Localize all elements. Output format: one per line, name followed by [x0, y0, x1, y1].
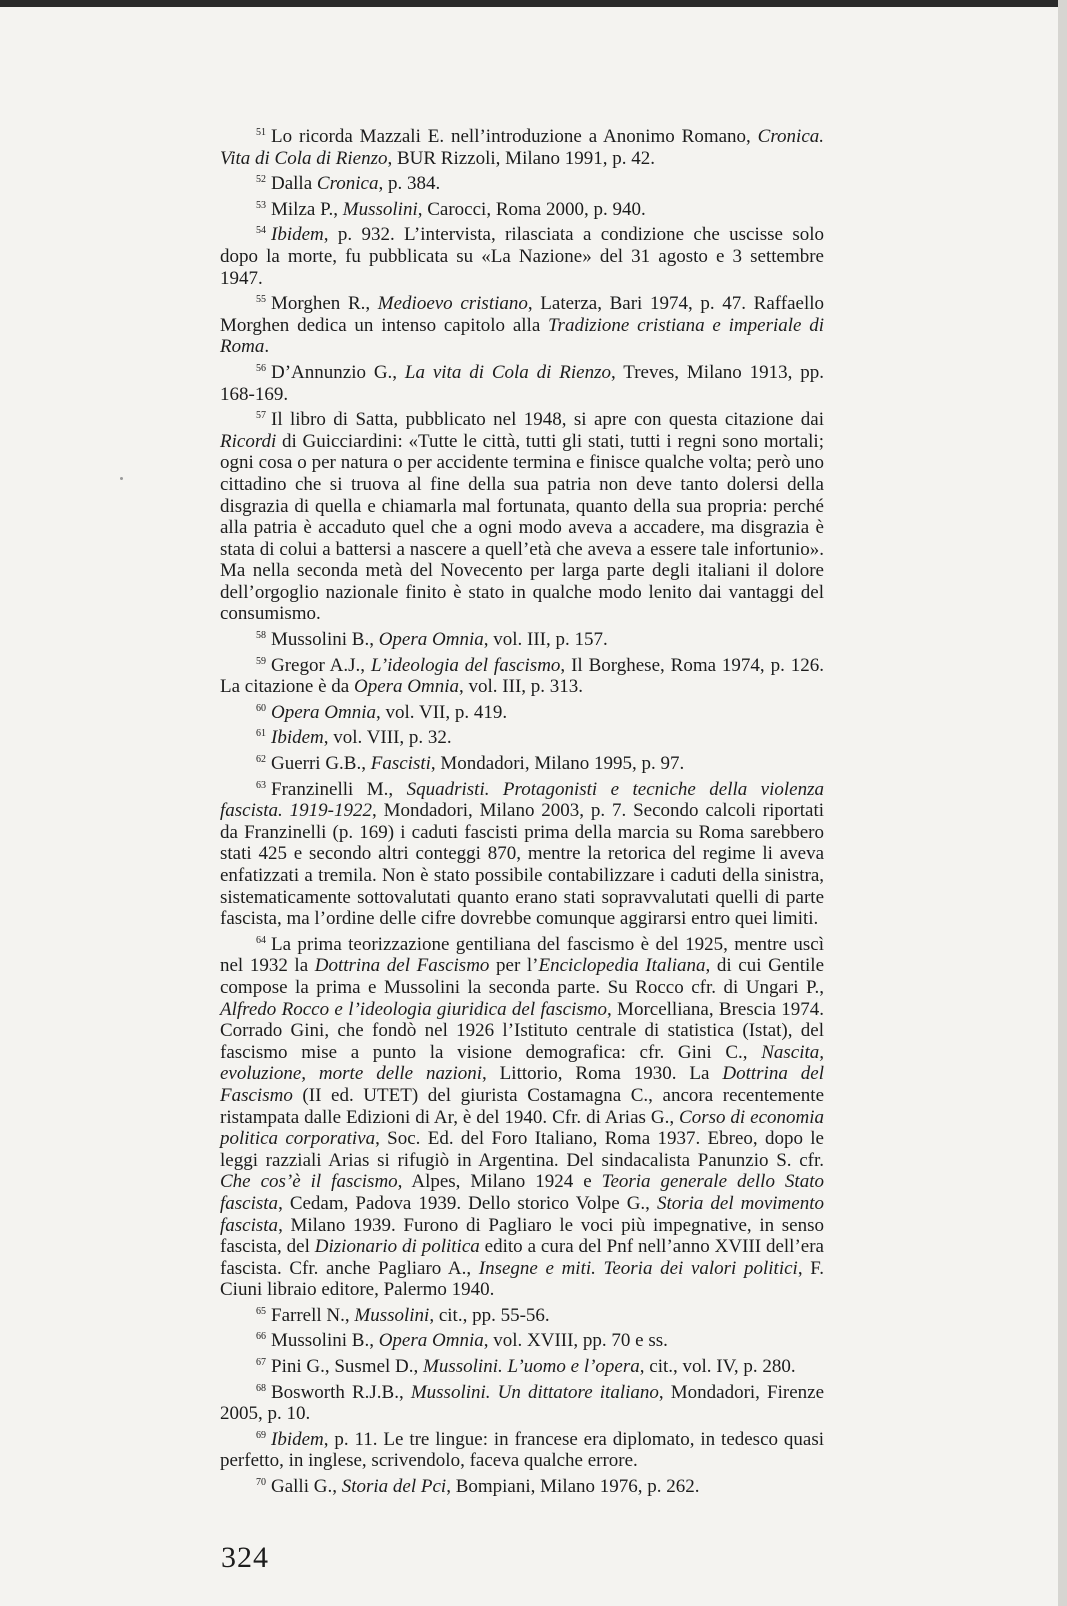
footnote-title: Cronica	[316, 173, 379, 195]
footnote-number: 53	[256, 199, 266, 211]
footnote-title: Opera Omnia	[271, 701, 377, 723]
footnote-title: Opera Omnia	[353, 676, 460, 698]
footnote-59	[220, 651, 824, 698]
footnote-title: Medioevo cristiano	[377, 293, 528, 315]
footnote-text: , Soc. Ed. del Foro Italiano, Roma 1937. Ebreo, dopo le leggi razziali Arias si rifugiò in Argentina. Del sindacalista Panunzio S. cfr.	[220, 1128, 824, 1171]
footnote-title: Fascisti	[370, 753, 431, 775]
footnote-text: Franzinelli M.,	[271, 778, 407, 800]
footnote-title: Mussolini	[354, 1304, 430, 1326]
footnote-text: Pini G., Susmel D.,	[271, 1356, 424, 1378]
footnote-title: Ibidem	[271, 224, 324, 246]
footnote-title: Mussolini	[342, 198, 418, 220]
footnote-title: Dottrina del Fascismo	[314, 955, 490, 977]
footnote-text: , Mondadori, Milano 2003, p. 7. Secondo calcoli riportati da Franzinelli (p. 169) i caduti fascisti prima della marcia su Roma sarebbero stati 425 e secondo altri conteggi 870, mentre la retorica del regime li aveva enfatizzati a tremila. Non è stato possibile contabilizzare i caduti della sinistra, sistematicamente sottovalutati quanto erano stati sopravvalutati quelli di parte fascista, ma l’ordine delle cifre dovrebbe comunque aggirarsi entro quei limiti.	[220, 800, 825, 930]
footnote-number: 66	[256, 1331, 266, 1343]
footnote-text: , Il Borghese, Roma 1974, p. 126. La citazione è da	[220, 654, 824, 698]
footnote-title: Ibidem	[271, 1428, 324, 1450]
footnote-69	[220, 1425, 824, 1472]
footnote-text: , p. 384.	[378, 173, 441, 195]
footnote-51	[220, 122, 824, 169]
footnote-number: 68	[256, 1382, 266, 1394]
footnote-text: , cit., pp. 55-56.	[429, 1304, 550, 1326]
footnote-text: Il libro di Satta, pubblicato nel 1948, si apre con questa citazione dai	[271, 409, 824, 431]
footnote-text: Mussolini B.,	[271, 629, 379, 651]
footnote-title: Squadristi. Protagonisti e tecniche della violenza fascista. 1919-1922	[220, 778, 825, 822]
footnote-text: , cit., vol. IV, p. 280.	[639, 1356, 796, 1378]
footnote-text: Bosworth R.J.B.,	[271, 1381, 411, 1403]
footnote-title: Cronica. Vita di Cola di Rienzo	[220, 126, 824, 169]
footnote-text: , vol. III, p. 157.	[483, 629, 608, 651]
footnote-number: 61	[256, 728, 266, 740]
footnote-title: Enciclopedia Italiana	[538, 955, 706, 977]
footnote-text: Gregor A.J.,	[271, 654, 371, 676]
footnote-title: Alfredo Rocco e l’ideologia giuridica del fascismo	[220, 998, 607, 1020]
footnote-text: , p. 932. L’intervista, rilasciata a condizione che uscisse solo dopo la morte, fu pubblicata su «La Nazione» del 31 agosto e 3 settembre 1947.	[220, 224, 824, 289]
footnote-text: per l’	[489, 955, 539, 977]
footnote-title: Insegne e miti. Teoria dei valori politici	[478, 1257, 798, 1279]
footnote-number: 60	[256, 702, 266, 714]
footnote-title: Storia del movimento fascista	[220, 1192, 824, 1236]
footnote-title: Mussolini. L’uomo e l’opera	[423, 1356, 640, 1378]
footnote-text: , Milano 1939. Furono di Pagliaro le voci più impegnative, in senso fascista, del	[220, 1214, 824, 1258]
footnote-text: Galli G.,	[271, 1476, 342, 1498]
footnote-text: Lo ricorda Mazzali E. nell’introduzione a Anonimo Romano,	[271, 126, 758, 147]
footnote-number: 51	[256, 127, 266, 138]
footnote-text: Farrell N.,	[271, 1304, 355, 1326]
footnote-55	[220, 289, 824, 358]
footnote-text: , vol. XVIII, pp. 70 e ss.	[483, 1330, 668, 1352]
footnote-text: di Guicciardini: «Tutte le città, tutti gli stati, tutti i regni sono mortali; ogni cosa o per natura o per accidente termina e finisce qualche volta; però uno cittadino che si truova al fine della sua patria non deve tanto dolersi della disgrazia di quella e chiamarla mal fortunata, quanto della sua propria: perché alla patria è accaduto quel che a ogni modo aveva a accadere, ma disgrazia è stata di colui a battersi a nascere a quell’età che aveva a essere tale infortunio». Ma nella seconda metà del Novecento per larga parte degli italiani il dolore dell’orgoglio nazionale finito è stato in qualche modo lenito dai vantaggi del consumismo.	[220, 430, 824, 625]
footnote-text: Milza P.,	[271, 198, 343, 220]
page-number: 324	[221, 1541, 269, 1574]
footnote-text: (II ed. UTET) del giurista Costamagna C., ancora recentemente ristampata dalle Edizioni di Ar, è del 1940. Cfr. di Arias G.,	[220, 1084, 824, 1128]
footnote-text: Guerri G.B.,	[271, 753, 371, 775]
footnote-text: La prima teorizzazione gentiliana del fascismo è del 1925, mentre uscì nel 1932 la	[220, 933, 824, 977]
footnote-text: , Bompiani, Milano 1976, p. 262.	[446, 1476, 700, 1498]
footnote-text: Dalla	[271, 173, 317, 195]
footnote-text: D’Annunzio G.,	[271, 361, 405, 383]
footnote-61	[220, 723, 824, 749]
footnote-title: Ricordi	[220, 430, 277, 452]
footnote-53	[220, 195, 824, 221]
footnote-number: 70	[256, 1477, 266, 1489]
footnote-54	[220, 220, 824, 289]
footnote-60	[220, 698, 824, 724]
footnote-number: 62	[256, 754, 266, 766]
footnote-56	[220, 358, 824, 405]
footnote-text: , BUR Rizzoli, Milano 1991, p. 42.	[387, 147, 656, 169]
right-scan-edge	[1058, 0, 1067, 1606]
footnote-text: , Cedam, Padova 1939. Dello storico Volpe G.,	[278, 1192, 657, 1214]
footnote-68	[220, 1378, 824, 1425]
footnote-text: , Treves, Milano 1913, pp. 168-169.	[220, 361, 824, 405]
footnote-number: 58	[256, 630, 266, 642]
footnote-text: , F. Ciuni libraio editore, Palermo 1940.	[220, 1257, 825, 1301]
footnote-text: , Mondadori, Firenze 2005, p. 10.	[220, 1381, 825, 1425]
footnote-title: Storia del Pci	[341, 1476, 447, 1498]
footnote-number: 59	[256, 655, 266, 667]
footnote-text: edito a cura del Pnf nell’anno XVIII dell’era fascista. Cfr. anche Pagliaro A.,	[220, 1236, 824, 1279]
footnote-text: , Mondadori, Milano 1995, p. 97.	[430, 753, 685, 775]
footnote-number: 67	[256, 1357, 266, 1369]
footnote-text: , vol. III, p. 313.	[459, 676, 584, 698]
top-scan-edge	[0, 0, 1067, 7]
footnote-62	[220, 749, 824, 775]
footnote-title: Opera Omnia	[378, 1330, 484, 1352]
footnote-text: Morghen R.,	[271, 293, 378, 315]
footnote-number: 63	[256, 779, 266, 791]
footnote-title: L’ideologia del fascismo	[370, 654, 561, 676]
footnote-number: 65	[256, 1305, 266, 1317]
footnote-title: Dizionario di politica	[314, 1236, 480, 1258]
footnote-text: , Alpes, Milano 1924 e	[397, 1171, 602, 1193]
footnote-66	[220, 1326, 824, 1352]
footnote-title: Dottrina del Fascismo	[220, 1063, 824, 1106]
footnote-57	[220, 405, 824, 625]
footnote-title: Corso di economia politica corporativa	[220, 1106, 825, 1150]
footnote-number: 52	[256, 174, 266, 186]
footnote-58	[220, 625, 824, 651]
footnote-text: Mussolini B.,	[271, 1330, 379, 1352]
footnote-title: Opera Omnia	[378, 629, 484, 651]
footnote-number: 56	[256, 362, 266, 374]
footnote-number: 57	[256, 410, 266, 422]
footnote-text: , vol. VII, p. 419.	[376, 701, 508, 723]
footnote-text: , p. 11. Le tre lingue: in francese era diplomato, in tedesco quasi perfetto, in inglese, scrivendolo, faceva qualche errore.	[220, 1428, 824, 1472]
footnote-title: Che cos’è il fascismo	[220, 1171, 398, 1193]
footnote-text: , vol. VIII, p. 32.	[323, 727, 452, 749]
footnote-title: Mussolini. Un dittatore italiano	[410, 1381, 659, 1403]
footnote-title: Ibidem	[271, 727, 324, 749]
footnote-65	[220, 1301, 824, 1327]
footnote-70	[220, 1472, 824, 1498]
footnote-52	[220, 169, 824, 195]
footnote-text: , Littorio, Roma 1930. La	[482, 1063, 723, 1085]
footnote-number: 69	[256, 1429, 266, 1441]
footnote-text: , Morcelliana, Brescia 1974. Corrado Gini, che fondò nel 1926 l’Istituto centrale di statistica (Istat), del fascismo mise a punto la visione demografica: cfr. Gini C.,	[220, 998, 824, 1063]
footnote-text: , di cui Gentile compose la prima e Mussolini la seconda parte. Su Rocco cfr. di Ungari P.,	[220, 955, 824, 998]
footnote-63	[220, 775, 824, 930]
footnote-title: Teoria generale dello Stato fascista	[220, 1171, 824, 1214]
footnote-67	[220, 1352, 824, 1378]
footnote-text: , Laterza, Bari 1974, p. 47. Raffaello Morghen dedica un intenso capitolo alla	[220, 293, 825, 336]
footnote-title: La vita di Cola di Rienzo	[404, 361, 611, 383]
footnote-title: Tradizione cristiana e imperiale di Roma	[220, 314, 824, 358]
margin-speck	[120, 477, 123, 480]
footnote-number: 55	[256, 294, 266, 306]
footnotes-block	[220, 122, 824, 1498]
footnote-number: 64	[256, 934, 266, 946]
footnote-text: .	[264, 336, 270, 358]
footnote-title: Nascita, evoluzione, morte delle nazioni	[220, 1041, 824, 1085]
footnote-text: , Carocci, Roma 2000, p. 940.	[417, 198, 646, 220]
footnote-number: 54	[256, 225, 266, 237]
footnote-64	[220, 930, 824, 1301]
